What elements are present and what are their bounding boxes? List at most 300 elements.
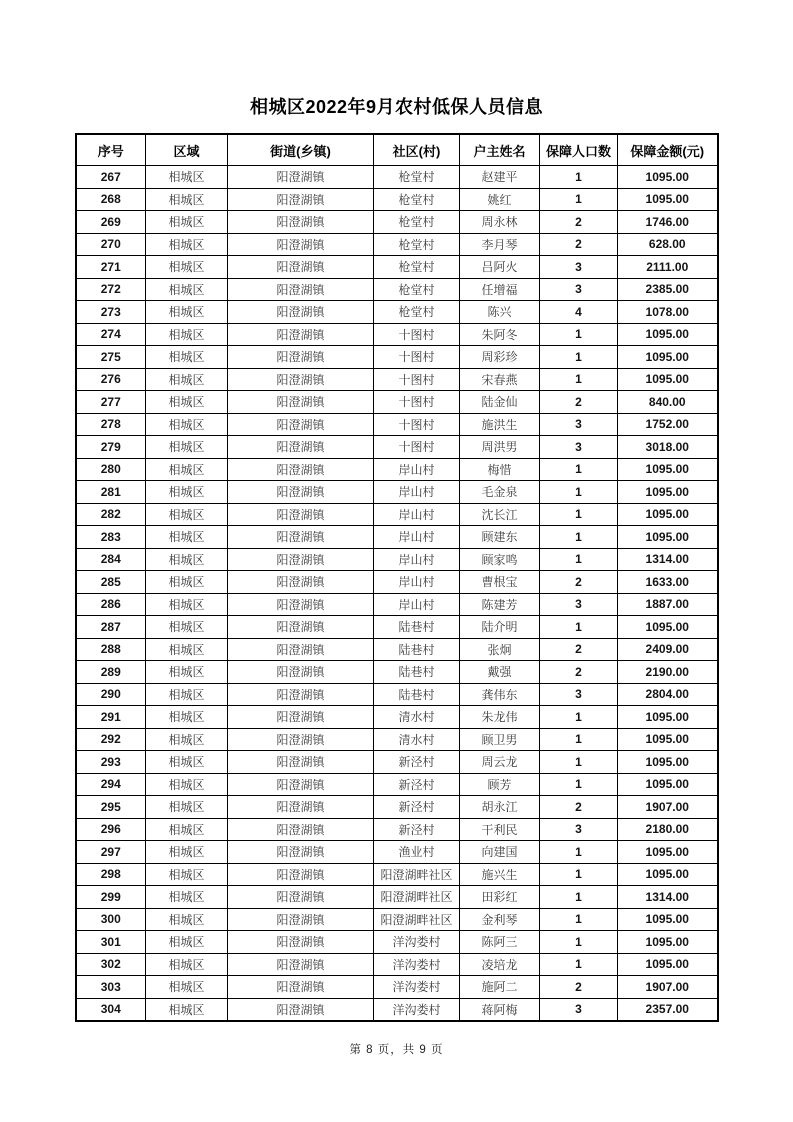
cell-population: 2 <box>540 211 618 234</box>
cell-population: 3 <box>540 683 618 706</box>
cell-householder: 陈建芳 <box>460 593 540 616</box>
cell-population: 3 <box>540 436 618 459</box>
cell-town: 阳澄湖镇 <box>228 818 374 841</box>
cell-amount: 1907.00 <box>618 796 718 819</box>
cell-index: 291 <box>76 706 146 729</box>
cell-amount: 1095.00 <box>618 931 718 954</box>
cell-householder: 陆介明 <box>460 616 540 639</box>
cell-town: 阳澄湖镇 <box>228 323 374 346</box>
cell-index: 271 <box>76 256 146 279</box>
table-row <box>76 503 718 526</box>
cell-index: 293 <box>76 751 146 774</box>
cell-amount: 1887.00 <box>618 593 718 616</box>
cell-amount: 1095.00 <box>618 863 718 886</box>
page-title: 相城区2022年9月农村低保人员信息 <box>249 97 544 117</box>
cell-amount: 1095.00 <box>618 481 718 504</box>
cell-district: 相城区 <box>146 391 228 414</box>
cell-householder: 赵建平 <box>460 166 540 189</box>
cell-amount: 1746.00 <box>618 211 718 234</box>
cell-town: 阳澄湖镇 <box>228 638 374 661</box>
cell-town: 阳澄湖镇 <box>228 346 374 369</box>
cell-population: 2 <box>540 976 618 999</box>
cell-population: 1 <box>540 503 618 526</box>
column-header-district: 区域 <box>146 134 228 166</box>
cell-index: 280 <box>76 458 146 481</box>
cell-householder: 周洪男 <box>460 436 540 459</box>
table-row <box>76 841 718 864</box>
cell-village: 枪堂村 <box>374 188 460 211</box>
lowbao-table <box>75 133 719 1022</box>
cell-index: 304 <box>76 998 146 1021</box>
cell-index: 275 <box>76 346 146 369</box>
cell-district: 相城区 <box>146 998 228 1021</box>
cell-householder: 金利琴 <box>460 908 540 931</box>
cell-district: 相城区 <box>146 796 228 819</box>
cell-index: 270 <box>76 233 146 256</box>
cell-town: 阳澄湖镇 <box>228 931 374 954</box>
cell-village: 十图村 <box>374 391 460 414</box>
cell-index: 300 <box>76 908 146 931</box>
cell-index: 278 <box>76 413 146 436</box>
cell-population: 4 <box>540 301 618 324</box>
cell-district: 相城区 <box>146 706 228 729</box>
cell-district: 相城区 <box>146 661 228 684</box>
table-row <box>76 751 718 774</box>
cell-village: 洋沟娄村 <box>374 953 460 976</box>
cell-householder: 周云龙 <box>460 751 540 774</box>
table-row <box>76 481 718 504</box>
cell-town: 阳澄湖镇 <box>228 908 374 931</box>
cell-population: 1 <box>540 458 618 481</box>
column-header-population: 保障人口数 <box>540 134 618 166</box>
cell-town: 阳澄湖镇 <box>228 728 374 751</box>
cell-amount: 1633.00 <box>618 571 718 594</box>
cell-district: 相城区 <box>146 323 228 346</box>
cell-district: 相城区 <box>146 886 228 909</box>
cell-town: 阳澄湖镇 <box>228 188 374 211</box>
cell-householder: 施阿二 <box>460 976 540 999</box>
cell-population: 3 <box>540 278 618 301</box>
table-row <box>76 278 718 301</box>
cell-population: 1 <box>540 908 618 931</box>
cell-amount: 3018.00 <box>618 436 718 459</box>
cell-amount: 1095.00 <box>618 503 718 526</box>
cell-index: 302 <box>76 953 146 976</box>
cell-householder: 施兴生 <box>460 863 540 886</box>
cell-index: 281 <box>76 481 146 504</box>
cell-village: 岸山村 <box>374 548 460 571</box>
cell-village: 岸山村 <box>374 526 460 549</box>
cell-district: 相城区 <box>146 278 228 301</box>
table-row <box>76 683 718 706</box>
cell-village: 枪堂村 <box>374 278 460 301</box>
cell-index: 279 <box>76 436 146 459</box>
table-row <box>76 863 718 886</box>
cell-district: 相城区 <box>146 503 228 526</box>
cell-index: 267 <box>76 166 146 189</box>
table-row <box>76 571 718 594</box>
cell-householder: 沈长江 <box>460 503 540 526</box>
cell-population: 1 <box>540 346 618 369</box>
cell-amount: 2804.00 <box>618 683 718 706</box>
cell-population: 1 <box>540 773 618 796</box>
cell-town: 阳澄湖镇 <box>228 256 374 279</box>
cell-population: 1 <box>540 368 618 391</box>
cell-district: 相城区 <box>146 458 228 481</box>
cell-town: 阳澄湖镇 <box>228 773 374 796</box>
table-row <box>76 661 718 684</box>
cell-amount: 2111.00 <box>618 256 718 279</box>
cell-village: 渔业村 <box>374 841 460 864</box>
cell-district: 相城区 <box>146 526 228 549</box>
cell-householder: 胡永江 <box>460 796 540 819</box>
cell-amount: 1095.00 <box>618 188 718 211</box>
cell-population: 2 <box>540 796 618 819</box>
cell-district: 相城区 <box>146 976 228 999</box>
cell-amount: 1095.00 <box>618 368 718 391</box>
cell-amount: 628.00 <box>618 233 718 256</box>
cell-index: 277 <box>76 391 146 414</box>
cell-town: 阳澄湖镇 <box>228 706 374 729</box>
cell-district: 相城区 <box>146 931 228 954</box>
cell-district: 相城区 <box>146 593 228 616</box>
cell-district: 相城区 <box>146 841 228 864</box>
cell-village: 新泾村 <box>374 773 460 796</box>
cell-district: 相城区 <box>146 211 228 234</box>
cell-index: 299 <box>76 886 146 909</box>
cell-amount: 2385.00 <box>618 278 718 301</box>
cell-town: 阳澄湖镇 <box>228 391 374 414</box>
cell-index: 298 <box>76 863 146 886</box>
cell-amount: 1095.00 <box>618 346 718 369</box>
cell-district: 相城区 <box>146 953 228 976</box>
cell-town: 阳澄湖镇 <box>228 233 374 256</box>
cell-amount: 1095.00 <box>618 751 718 774</box>
cell-district: 相城区 <box>146 436 228 459</box>
cell-index: 292 <box>76 728 146 751</box>
cell-town: 阳澄湖镇 <box>228 548 374 571</box>
cell-index: 287 <box>76 616 146 639</box>
cell-index: 272 <box>76 278 146 301</box>
cell-index: 269 <box>76 211 146 234</box>
cell-amount: 1095.00 <box>618 323 718 346</box>
cell-population: 1 <box>540 953 618 976</box>
cell-population: 2 <box>540 661 618 684</box>
cell-town: 阳澄湖镇 <box>228 593 374 616</box>
cell-population: 3 <box>540 413 618 436</box>
cell-district: 相城区 <box>146 233 228 256</box>
cell-town: 阳澄湖镇 <box>228 368 374 391</box>
cell-index: 268 <box>76 188 146 211</box>
cell-district: 相城区 <box>146 256 228 279</box>
column-header-amount: 保障金额(元) <box>618 134 718 166</box>
cell-village: 岸山村 <box>374 593 460 616</box>
cell-district: 相城区 <box>146 346 228 369</box>
cell-village: 阳澄湖畔社区 <box>374 863 460 886</box>
cell-village: 新泾村 <box>374 751 460 774</box>
table-header-row <box>76 134 718 166</box>
cell-index: 303 <box>76 976 146 999</box>
column-header-householder: 户主姓名 <box>460 134 540 166</box>
column-header-town: 街道(乡镇) <box>228 134 374 166</box>
cell-district: 相城区 <box>146 751 228 774</box>
cell-population: 2 <box>540 638 618 661</box>
cell-district: 相城区 <box>146 818 228 841</box>
table-row <box>76 526 718 549</box>
cell-village: 陆巷村 <box>374 683 460 706</box>
cell-village: 新泾村 <box>374 796 460 819</box>
cell-village: 阳澄湖畔社区 <box>374 908 460 931</box>
cell-householder: 宋春燕 <box>460 368 540 391</box>
table-row <box>76 391 718 414</box>
cell-population: 1 <box>540 863 618 886</box>
cell-population: 2 <box>540 571 618 594</box>
column-header-village: 社区(村) <box>374 134 460 166</box>
cell-amount: 1095.00 <box>618 166 718 189</box>
cell-index: 273 <box>76 301 146 324</box>
cell-householder: 戴强 <box>460 661 540 684</box>
cell-householder: 顾建东 <box>460 526 540 549</box>
cell-town: 阳澄湖镇 <box>228 436 374 459</box>
cell-householder: 凌培龙 <box>460 953 540 976</box>
cell-town: 阳澄湖镇 <box>228 301 374 324</box>
cell-village: 岸山村 <box>374 571 460 594</box>
cell-town: 阳澄湖镇 <box>228 886 374 909</box>
table-row <box>76 301 718 324</box>
cell-amount: 2409.00 <box>618 638 718 661</box>
table-row <box>76 706 718 729</box>
cell-householder: 周彩珍 <box>460 346 540 369</box>
cell-district: 相城区 <box>146 481 228 504</box>
cell-district: 相城区 <box>146 683 228 706</box>
cell-householder: 顾家鸣 <box>460 548 540 571</box>
cell-amount: 1095.00 <box>618 616 718 639</box>
column-header-index: 序号 <box>76 134 146 166</box>
cell-householder: 曹根宝 <box>460 571 540 594</box>
cell-householder: 陆金仙 <box>460 391 540 414</box>
cell-amount: 2357.00 <box>618 998 718 1021</box>
cell-district: 相城区 <box>146 368 228 391</box>
cell-population: 1 <box>540 728 618 751</box>
cell-town: 阳澄湖镇 <box>228 211 374 234</box>
cell-amount: 1095.00 <box>618 953 718 976</box>
cell-amount: 1078.00 <box>618 301 718 324</box>
cell-district: 相城区 <box>146 548 228 571</box>
table-row <box>76 436 718 459</box>
cell-population: 1 <box>540 616 618 639</box>
cell-town: 阳澄湖镇 <box>228 953 374 976</box>
cell-householder: 龚伟东 <box>460 683 540 706</box>
cell-village: 枪堂村 <box>374 301 460 324</box>
cell-population: 1 <box>540 548 618 571</box>
cell-index: 288 <box>76 638 146 661</box>
cell-village: 洋沟娄村 <box>374 931 460 954</box>
cell-district: 相城区 <box>146 188 228 211</box>
cell-district: 相城区 <box>146 908 228 931</box>
table-row <box>76 166 718 189</box>
cell-population: 3 <box>540 818 618 841</box>
cell-index: 297 <box>76 841 146 864</box>
cell-village: 阳澄湖畔社区 <box>374 886 460 909</box>
cell-district: 相城区 <box>146 773 228 796</box>
cell-householder: 任增福 <box>460 278 540 301</box>
table-row <box>76 886 718 909</box>
cell-population: 3 <box>540 256 618 279</box>
cell-householder: 毛金泉 <box>460 481 540 504</box>
cell-village: 清水村 <box>374 728 460 751</box>
table-row <box>76 931 718 954</box>
cell-index: 285 <box>76 571 146 594</box>
cell-householder: 姚红 <box>460 188 540 211</box>
table-row <box>76 998 718 1021</box>
table-row <box>76 616 718 639</box>
cell-amount: 2190.00 <box>618 661 718 684</box>
table-row <box>76 593 718 616</box>
cell-householder: 施洪生 <box>460 413 540 436</box>
table-row <box>76 368 718 391</box>
table-row <box>76 323 718 346</box>
table-body <box>76 166 718 1022</box>
cell-town: 阳澄湖镇 <box>228 863 374 886</box>
table-row <box>76 976 718 999</box>
cell-householder: 梅惜 <box>460 458 540 481</box>
cell-village: 十图村 <box>374 323 460 346</box>
cell-householder: 向建国 <box>460 841 540 864</box>
cell-population: 1 <box>540 751 618 774</box>
cell-amount: 1095.00 <box>618 526 718 549</box>
cell-district: 相城区 <box>146 863 228 886</box>
cell-population: 1 <box>540 526 618 549</box>
cell-village: 洋沟娄村 <box>374 998 460 1021</box>
cell-householder: 蒋阿梅 <box>460 998 540 1021</box>
table-row <box>76 458 718 481</box>
table-row <box>76 818 718 841</box>
table-row <box>76 413 718 436</box>
table-row <box>76 188 718 211</box>
cell-index: 294 <box>76 773 146 796</box>
page-footer: 第 8 页，共 9 页 <box>349 1044 444 1056</box>
cell-village: 枪堂村 <box>374 233 460 256</box>
cell-village: 陆巷村 <box>374 616 460 639</box>
cell-amount: 2180.00 <box>618 818 718 841</box>
cell-index: 289 <box>76 661 146 684</box>
table-row <box>76 953 718 976</box>
cell-index: 301 <box>76 931 146 954</box>
cell-village: 枪堂村 <box>374 211 460 234</box>
table-row <box>76 346 718 369</box>
table-row <box>76 796 718 819</box>
cell-population: 1 <box>540 841 618 864</box>
cell-town: 阳澄湖镇 <box>228 841 374 864</box>
cell-population: 3 <box>540 593 618 616</box>
table-row <box>76 908 718 931</box>
cell-householder: 吕阿火 <box>460 256 540 279</box>
cell-index: 284 <box>76 548 146 571</box>
cell-householder: 周永林 <box>460 211 540 234</box>
cell-village: 陆巷村 <box>374 638 460 661</box>
cell-village: 新泾村 <box>374 818 460 841</box>
cell-village: 陆巷村 <box>374 661 460 684</box>
cell-town: 阳澄湖镇 <box>228 683 374 706</box>
cell-population: 1 <box>540 931 618 954</box>
cell-amount: 1314.00 <box>618 548 718 571</box>
cell-town: 阳澄湖镇 <box>228 751 374 774</box>
cell-population: 1 <box>540 706 618 729</box>
cell-town: 阳澄湖镇 <box>228 616 374 639</box>
cell-village: 枪堂村 <box>374 256 460 279</box>
cell-population: 3 <box>540 998 618 1021</box>
cell-town: 阳澄湖镇 <box>228 998 374 1021</box>
cell-index: 290 <box>76 683 146 706</box>
cell-householder: 张炯 <box>460 638 540 661</box>
cell-index: 274 <box>76 323 146 346</box>
cell-population: 1 <box>540 481 618 504</box>
cell-village: 十图村 <box>374 346 460 369</box>
cell-village: 清水村 <box>374 706 460 729</box>
cell-population: 1 <box>540 886 618 909</box>
cell-householder: 朱龙伟 <box>460 706 540 729</box>
cell-population: 2 <box>540 391 618 414</box>
cell-district: 相城区 <box>146 638 228 661</box>
cell-population: 1 <box>540 188 618 211</box>
cell-town: 阳澄湖镇 <box>228 413 374 436</box>
cell-town: 阳澄湖镇 <box>228 976 374 999</box>
cell-householder: 顾卫男 <box>460 728 540 751</box>
cell-town: 阳澄湖镇 <box>228 278 374 301</box>
cell-householder: 陈阿三 <box>460 931 540 954</box>
cell-district: 相城区 <box>146 166 228 189</box>
cell-town: 阳澄湖镇 <box>228 481 374 504</box>
cell-village: 十图村 <box>374 413 460 436</box>
cell-index: 295 <box>76 796 146 819</box>
cell-householder: 朱阿冬 <box>460 323 540 346</box>
cell-householder: 田彩红 <box>460 886 540 909</box>
cell-householder: 干利民 <box>460 818 540 841</box>
cell-householder: 李月琴 <box>460 233 540 256</box>
cell-town: 阳澄湖镇 <box>228 503 374 526</box>
table-row <box>76 548 718 571</box>
table-row <box>76 256 718 279</box>
cell-district: 相城区 <box>146 301 228 324</box>
table-row <box>76 211 718 234</box>
cell-index: 282 <box>76 503 146 526</box>
cell-town: 阳澄湖镇 <box>228 661 374 684</box>
table-row <box>76 638 718 661</box>
cell-amount: 1095.00 <box>618 728 718 751</box>
cell-village: 十图村 <box>374 368 460 391</box>
cell-amount: 1095.00 <box>618 706 718 729</box>
table-row <box>76 233 718 256</box>
cell-district: 相城区 <box>146 413 228 436</box>
cell-town: 阳澄湖镇 <box>228 796 374 819</box>
cell-amount: 840.00 <box>618 391 718 414</box>
cell-householder: 陈兴 <box>460 301 540 324</box>
cell-amount: 1095.00 <box>618 908 718 931</box>
cell-population: 2 <box>540 233 618 256</box>
cell-district: 相城区 <box>146 728 228 751</box>
cell-population: 1 <box>540 166 618 189</box>
cell-village: 洋沟娄村 <box>374 976 460 999</box>
cell-amount: 1314.00 <box>618 886 718 909</box>
table-row <box>76 728 718 751</box>
cell-index: 283 <box>76 526 146 549</box>
cell-index: 276 <box>76 368 146 391</box>
cell-town: 阳澄湖镇 <box>228 166 374 189</box>
cell-householder: 顾芳 <box>460 773 540 796</box>
cell-village: 岸山村 <box>374 503 460 526</box>
cell-town: 阳澄湖镇 <box>228 526 374 549</box>
cell-village: 岸山村 <box>374 458 460 481</box>
